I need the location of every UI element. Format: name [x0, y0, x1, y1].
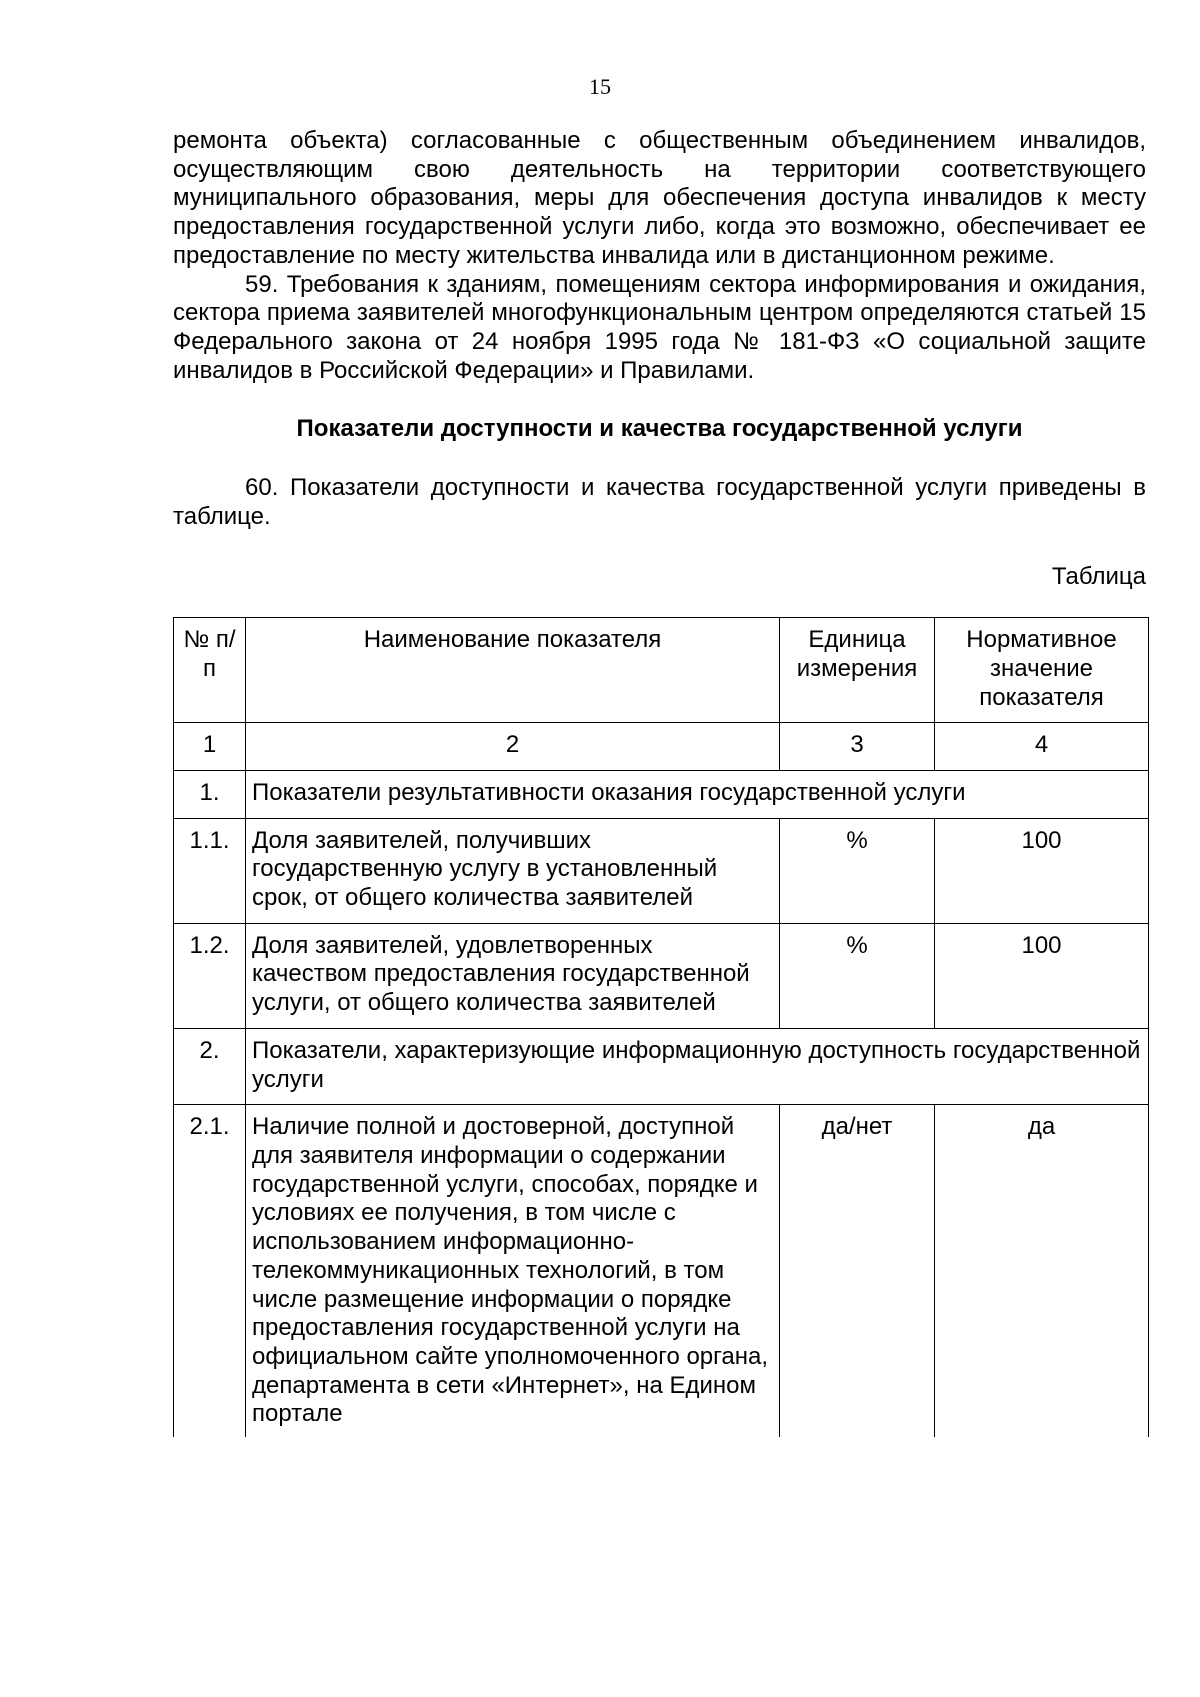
row-num: 1.1. — [174, 818, 246, 923]
row-name: Доля заявителей, получивших государственную услугу в установленный срок, от общего количества заявителей — [246, 818, 780, 923]
row-num: 1. — [174, 770, 246, 818]
row-unit: да/нет — [780, 1105, 935, 1437]
header-unit: Единица измерения — [780, 618, 935, 723]
paragraph-accessibility-measures: ремонта объекта) согласованные с общественным объединением инвалидов, осуществляющим свою деятельность на территории соответствующего муниципального образования, меры для обеспечения доступа инвалидов к месту предоставления государственной услуги либо, когда это возможно, обеспечивает ее предоставление по месту жительства инвалида или в дистанционном режиме. — [173, 127, 1146, 269]
row-norm: да — [935, 1105, 1149, 1437]
row-unit: % — [780, 818, 935, 923]
table-row — [174, 770, 1149, 818]
row-num: 1.2. — [174, 923, 246, 1028]
row-unit: % — [780, 923, 935, 1028]
table-row — [174, 1028, 1149, 1104]
row-section-title: Показатели результативности оказания государственной услуги — [246, 770, 1149, 818]
paragraph-59: 59. Требования к зданиям, помещениям сектора информирования и ожидания, сектора приема заявителей многофункциональным центром определяются статьей 15 Федерального закона от 24 ноября 1995 года № 181-ФЗ «О социальной защите инвалидов в Российской Федерации» и Правилами. — [173, 270, 1146, 384]
header-num: № п/п — [174, 618, 246, 723]
paragraph-60: 60. Показатели доступности и качества государственной услуги приведены в таблице. — [173, 474, 1146, 530]
section-heading: Показатели доступности и качества государственной услуги — [296, 415, 1023, 443]
table-row — [174, 818, 1149, 923]
indicators-table — [173, 617, 1149, 1437]
row-norm: 100 — [935, 818, 1149, 923]
header-norm: Нормативное значение показателя — [935, 618, 1149, 723]
table-caption: Таблица — [1051, 563, 1146, 591]
column-number: 3 — [780, 723, 935, 771]
column-number: 2 — [246, 723, 780, 771]
header-name: Наименование показателя — [246, 618, 780, 723]
column-number: 4 — [935, 723, 1149, 771]
column-number: 1 — [174, 723, 246, 771]
table-row — [174, 923, 1149, 1028]
row-section-title: Показатели, характеризующие информационную доступность государственной услуги — [246, 1028, 1149, 1104]
table-header-row — [174, 618, 1149, 723]
row-num: 2. — [174, 1028, 246, 1104]
document-body — [173, 127, 1146, 1437]
row-name: Доля заявителей, удовлетворенных качеством предоставления государственной услуги, от общего количества заявителей — [246, 923, 780, 1028]
row-norm: 100 — [935, 923, 1149, 1028]
row-num: 2.1. — [174, 1105, 246, 1437]
table-row — [174, 1105, 1149, 1437]
row-name: Наличие полной и достоверной, доступной для заявителя информации о содержании государственной услуги, способах, порядке и условиях ее получения, в том числе с использованием информационно-телекоммуникационных технологий, в том числе размещение информации о порядке предоставления государственной услуги на официальном сайте уполномоченного органа, департамента в сети «Интернет», на Едином портале — [246, 1105, 780, 1437]
table-column-numbers-row — [174, 723, 1149, 771]
page-number: 15 — [589, 74, 611, 99]
